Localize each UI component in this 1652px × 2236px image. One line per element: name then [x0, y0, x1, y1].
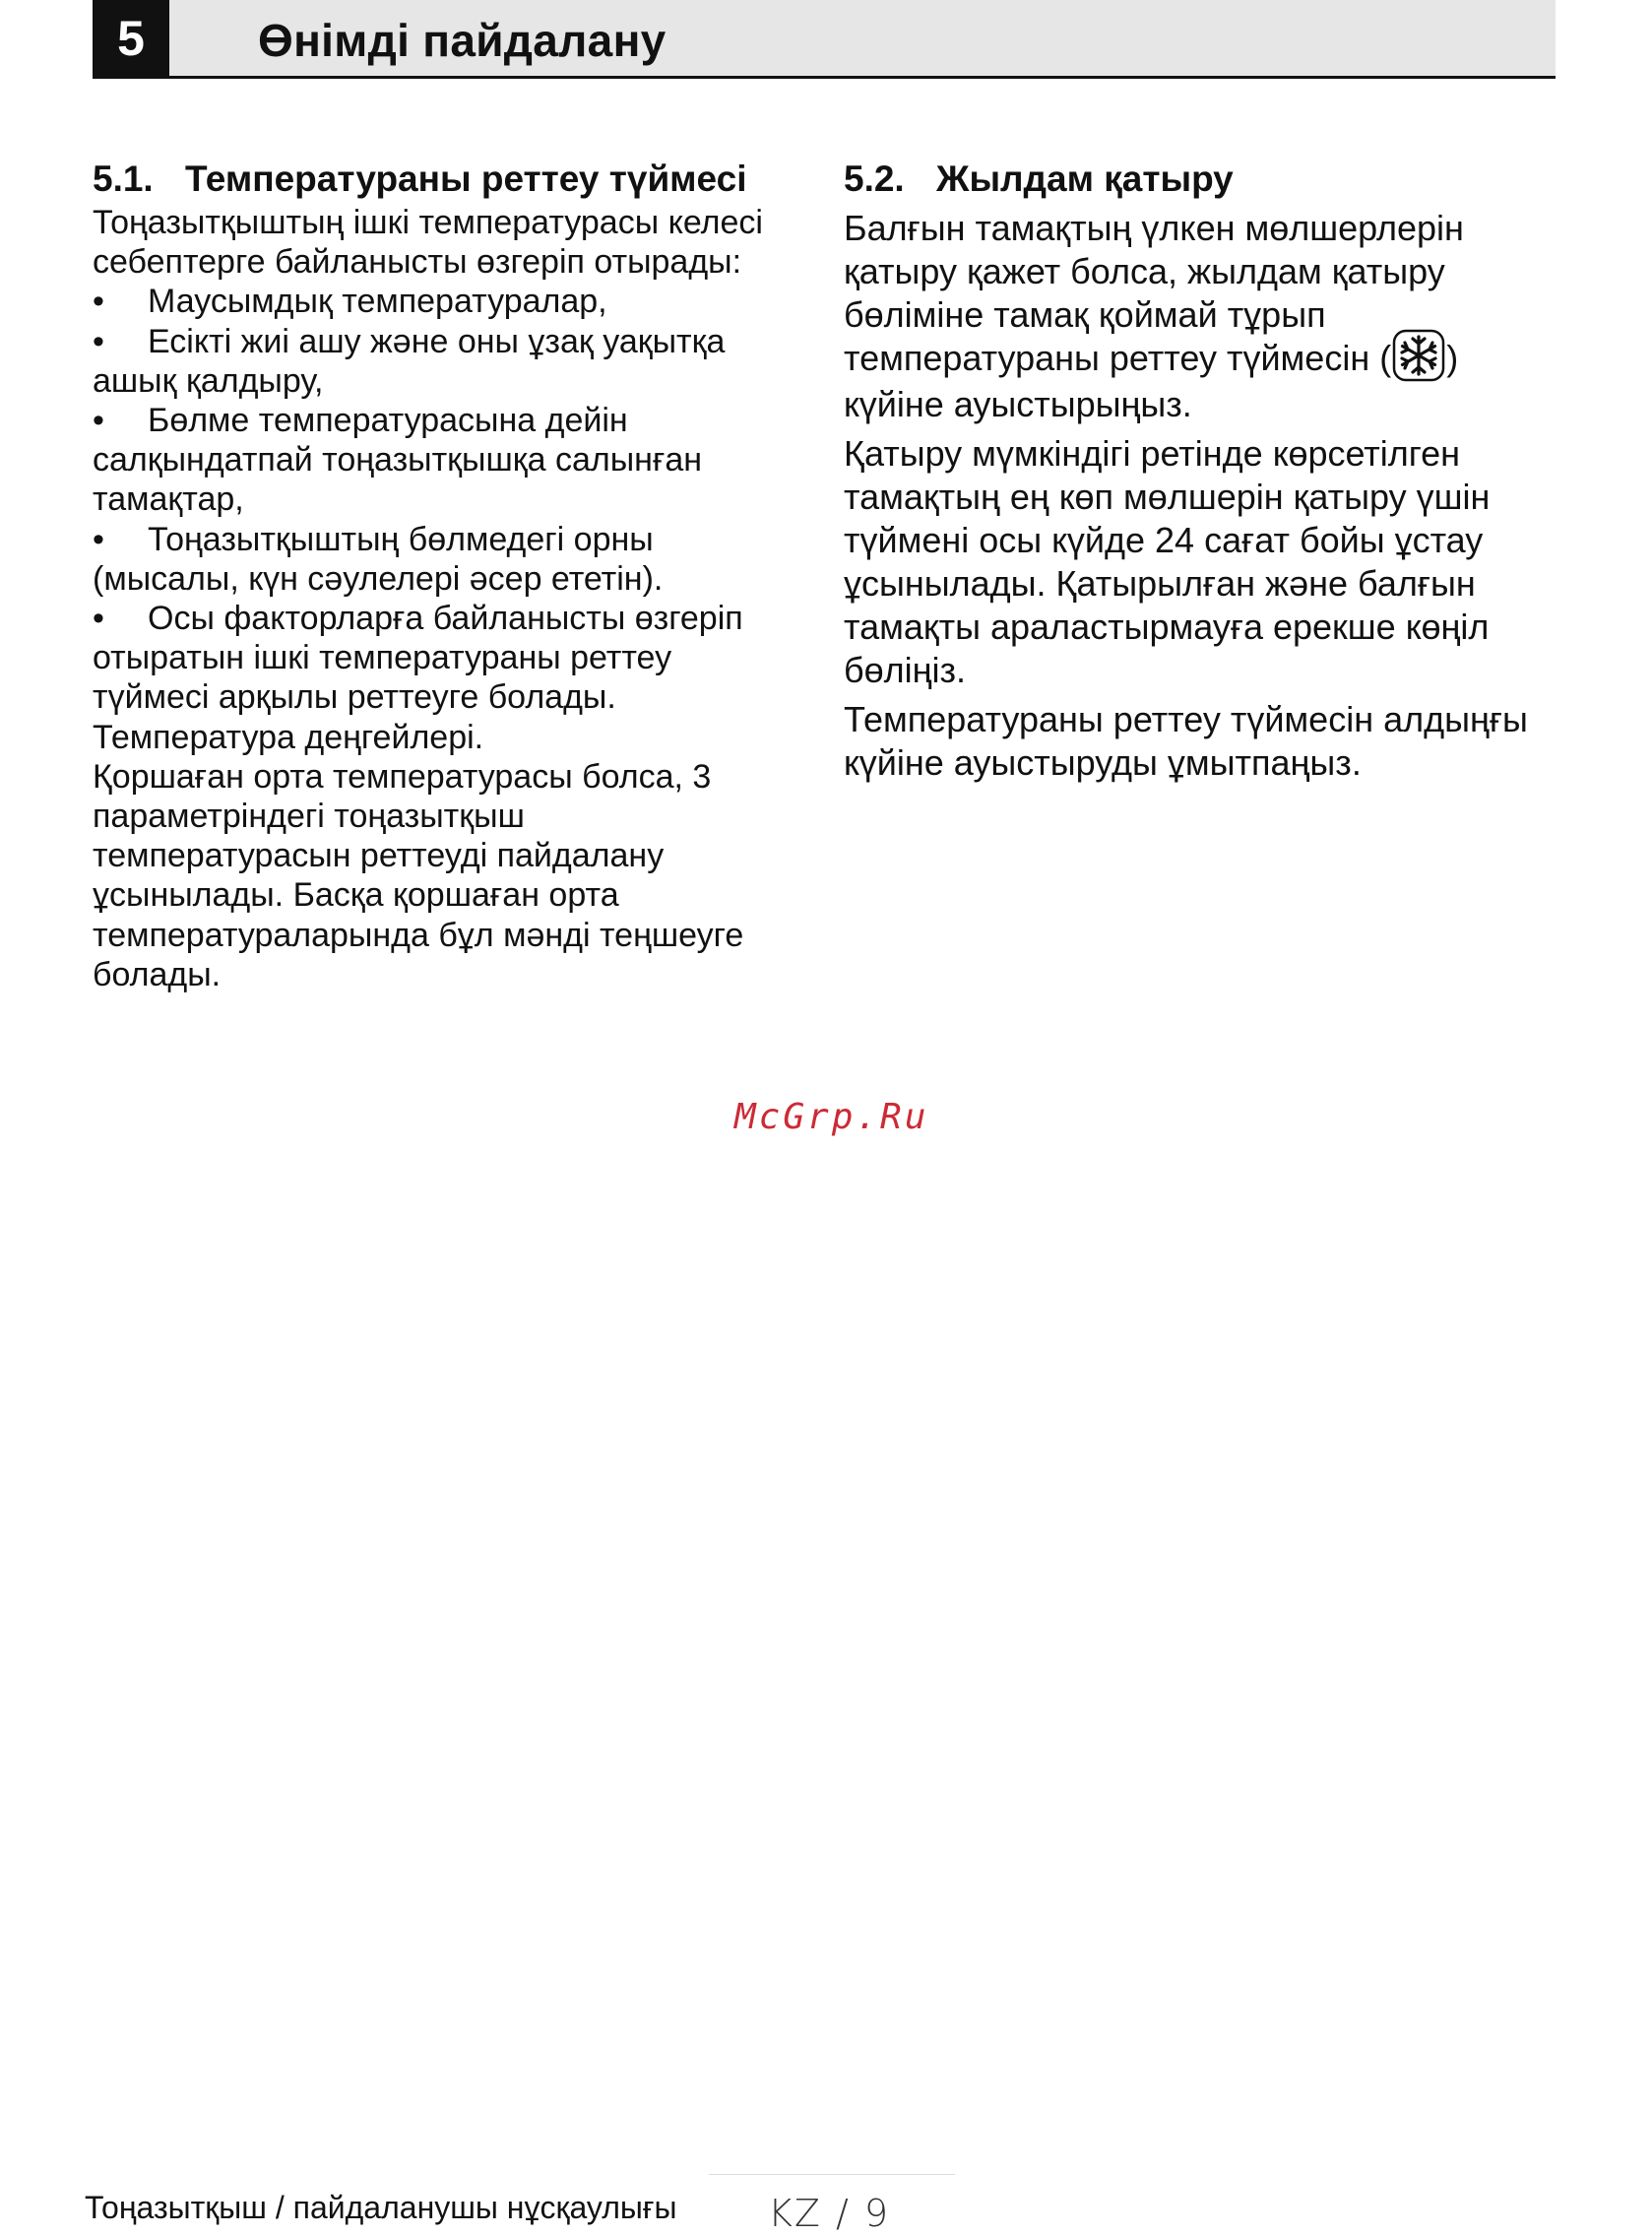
section-1-number: 5.1.: [93, 159, 154, 199]
list-item: • Маусымдық температуралар,: [93, 283, 607, 321]
list-item: • Бөлме температурасына дейін салқындатпай тоңазытқышқа салынған тамақтар,: [93, 402, 703, 519]
section-temperature-knob: [93, 158, 782, 994]
section-1-intro: Тоңазытқыштың ішкі температурасы келесі себептерге байланысты өзгеріп отырады:: [93, 204, 763, 282]
section-quick-freeze: [844, 158, 1553, 791]
section-2-heading: [844, 158, 1553, 201]
chapter-number: 5: [93, 0, 169, 76]
section-1-body: Қоршаған орта температурасы болса, 3 параметріндегі тоңазытқыш температурасын реттеуді пайдалану ұсынылады. Басқа қоршаған орта температураларында бұл мәнді теңшеуге болады.: [93, 757, 744, 993]
section-2-para-3: Температураны реттеу түймесін алдыңғы күйіне ауыстыруды ұмытпаңыз.: [844, 699, 1528, 784]
footer-manual-title: Тоңазытқыш / пайдаланушы нұсқаулығы: [85, 2190, 677, 2225]
section-1-title: Температураны реттеу түймесі: [185, 159, 747, 199]
section-2-para-2: Қатыру мүмкіндігі ретінде көрсетілген тамақтың ең көп мөлшерін қатыру үшін түймені осы күйде 24 сағат бойы ұстау ұсынылады. Қатырылған және балғын тамақты араластырмауға ерекше көңіл бөліңіз.: [844, 433, 1491, 691]
chapter-header: [93, 0, 1556, 79]
snowflake-icon: [1391, 328, 1446, 383]
section-2-para-1: Балғын тамақтың үлкен мөлшерлерін қатыру қажет болса, жылдам қатыру бөліміне тамақ қоймай тұрып температураны реттеу түймесін ( ) күйіне ауыстырыңыз.: [844, 208, 1464, 425]
list-item: • Осы факторларға байланысты өзгеріп отыратын ішкі температураны реттеу түймесі арқылы реттеуге болады.: [93, 600, 743, 717]
section-2-number: 5.2.: [844, 159, 905, 199]
bullet-icon: •: [93, 283, 104, 321]
watermark-text: McGrp.Ru: [734, 1097, 929, 1137]
chapter-title: Өнімді пайдалану: [258, 15, 667, 66]
footer-divider: [709, 2174, 955, 2175]
bullet-icon: •: [93, 402, 104, 440]
list-item: • Тоңазытқыштың бөлмедегі орны (мысалы, күн сәулелері әсер ететін).: [93, 520, 664, 598]
list-item: • Есікті жиі ашу және оны ұзақ уақытқа ашық қалдыру,: [93, 322, 726, 400]
bullet-icon: •: [93, 520, 104, 558]
page-number: KZ / 9: [768, 2192, 891, 2235]
section-1-heading: [93, 158, 782, 201]
temperature-levels-text: Температура деңгейлері.: [93, 718, 484, 756]
section-2-title: Жылдам қатыру: [936, 159, 1234, 199]
bullet-icon: •: [93, 322, 104, 360]
bullet-icon: •: [93, 600, 104, 638]
